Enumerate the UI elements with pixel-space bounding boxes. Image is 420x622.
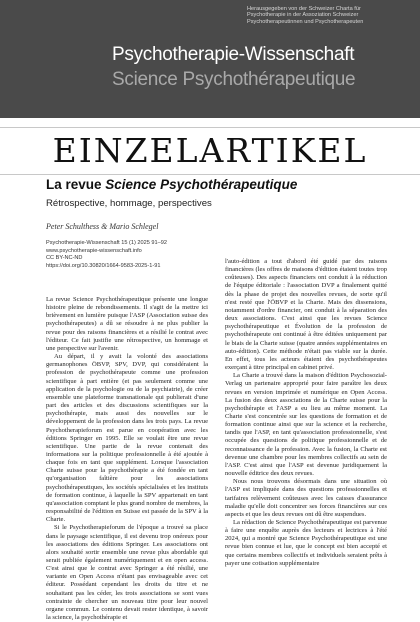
- body-paragraph: Nous nous trouvons désormais dans une situation où l'ASP est impliquée dans des questions professionnelles et tarifaires relèvement coûteuses avec les caisses d'assurance maladie qu'elle doit concentrer ses forces financières sur ces aspects et que les deux revues ont dû être suspendues.: [225, 478, 387, 518]
- publisher-note: [247, 6, 412, 25]
- citation-meta: [46, 240, 167, 270]
- body-column-left: [46, 296, 208, 622]
- body-paragraph: La revue Science Psychothérapeutique présente une longue histoire pleine de rebondissements. Il s'agit de la mettre ici brièvement en lumière puisque l'ASP (Association suisse des psychothérapeutes) a dû se résoudre à ne plus publier la revue pour des raisons financières et a résilié le contrat avec l'éditeur. Ce fait justifie une rétrospective, un hommage et une perspective sur l'avenir.: [46, 296, 208, 352]
- article-title-journal: Science Psychothérapeutique: [105, 177, 298, 192]
- article-title: [46, 177, 386, 192]
- journal-name-de: Psychotherapie-Wissenschaft: [112, 44, 355, 65]
- license-line: CC BY-NC-ND: [46, 255, 83, 262]
- article-title-prefix: La revue: [46, 177, 106, 192]
- publisher-note-line: Psychotherapeutinnen und Psychotherapeuten: [247, 18, 364, 25]
- body-paragraph: Si le Psychotherapieforum de l'époque a trouvé sa place dans le paysage scientifique, il est devenu trop onéreux pour les associations des éditions Springer. Les associations ont alors souhaité sortir ensemble une revue plus abordable qui serait publiée également numériquement et en open access. C'est ainsi que le contrat avec Springer a été résilié, une variante en Open Access n'étant pas envisageable avec cet éditeur. Possédant cependant les droits du titre et ne souhaitant pas les céder, les trois associations se sont vues contrainte de chercher un nouveau titre pour leur nouvel organe commun. Le contenu devait rester identique, à savoir la science, la psychothérapie et: [46, 524, 208, 622]
- article-subtitle: Rétrospective, hommage, perspectives: [46, 198, 212, 209]
- doi-link[interactable]: https://doi.org/10.30820/1664-9583-2025-1-91: [46, 262, 161, 269]
- citation-line: Psychotherapie-Wissenschaft 15 (1) 2025 91–92: [46, 240, 167, 246]
- journal-url-link[interactable]: www.psychotherapie-wissenschaft.info: [46, 247, 142, 254]
- single-article-label: EINZELARTIKEL: [0, 127, 420, 175]
- body-paragraph: l'auto-édition a tout d'abord été guidé par des raisons financières (les offres de maisons d'édition étaient toutes trop coûteuses). Des aspects financiers ont conduit à la réduction de l'équipe éditoriale : l'association DVP a finalement quitté dès la phase de projet des nouvelles revues, de sorte qu'il n'est resté que l'ÖBVP et la Charte. Mais des dissensions, notamment d'ordre financier, ont conduit à la séparation des deux associations. C'est ainsi que les revues Science psychothérapeutique et Évolution de la profession de psychothérapeute ont continué à être éditées uniquement par le biais de la Charte suisse (quatre années supplémentaires en auto-édition). Cette méthode n'était pas viable sur la durée. En effet, tous les acteurs étaient des psychothérapeutes exerçant à titre principal en cabinet privé.: [225, 258, 387, 372]
- publisher-note-line: Psychotherapie in der Assoziation Schweizer: [247, 12, 359, 19]
- journal-banner: [0, 0, 420, 118]
- body-column-right: [225, 258, 387, 568]
- body-paragraph: La rédaction de Science Psychothérapeutique est parvenue à faire une enquête auprès des lecteurs et lectrices à l'été 2024, qui a montré que Science Psychothérapeutique est une revue bien connue et lue, que le concept est bien accepté et que certains membres collectifs et individuels seraient prêts à payer une cotisation supplémentaire: [225, 519, 387, 567]
- body-paragraph: La Charte a trouvé dans la maison d'édition Psychosozial-Verlag un partenaire approprié pour faire paraître les deux revues en version imprimée et numérique en Open Access. La fusion des deux associations de la Charte suisse pour la psychothérapie et l'ASP a eu lieu au même moment. La Charte s'est concentrée sur les questions de formation et de formation continue ainsi que sur la science et la recherche, tandis que l'ASP, en tant qu'association professionnelle, s'est occupée des questions de politique professionnelle et de reconnaissance de la profession. Avec la fusion, la Charte est devenue une chambre pour les membres collectifs au sein de l'ASP. C'est ainsi que l'ASP est devenue juridiquement la nouvelle éditrice des deux revues.: [225, 372, 387, 478]
- article-authors: Peter Schulthess & Mario Schlegel: [46, 222, 159, 231]
- publisher-note-line: Herausgegeben von der Schweizer Charta für: [247, 6, 361, 12]
- journal-name-fr: Science Psychothérapeutique: [112, 69, 356, 90]
- body-paragraph: Au départ, il y avait la volonté des associations germanophones ÖBVP, SPV, DVP, qui considéraient la profession de psychothérapeute comme une profession scientifique à part entière (et pas seulement comme une application de la psychologie ou de la psychiatrie), de créer ensemble une plateforme transnationale qui publierait d'une part des articles et des discussions scientifiques sur la psychothérapie, mais aussi des nouvelles sur le développement de la profession dans les trois pays. La revue Psychotherapieforum est parue en coopération avec les éditions Springer en 1995. Elle se voulait être une revue scientifique. Une partie de la revue contenait des informations sur la politique professionnelle à été ajoutée à chaque fois en tant que supplément. Lorsque l'association Charte suisse pour la psychothérapie a été fondée en tant qu'organisation faîtière pour les associations psychothérapeutiques, les sociétés spécialisées et les instituts de formation continue, à laquelle la SPV appartenait en tant qu'association comptant le plus grand nombre de membres, la responsabilité de l'édition en Suisse est passée de la SPV à la Charte.: [46, 353, 208, 524]
